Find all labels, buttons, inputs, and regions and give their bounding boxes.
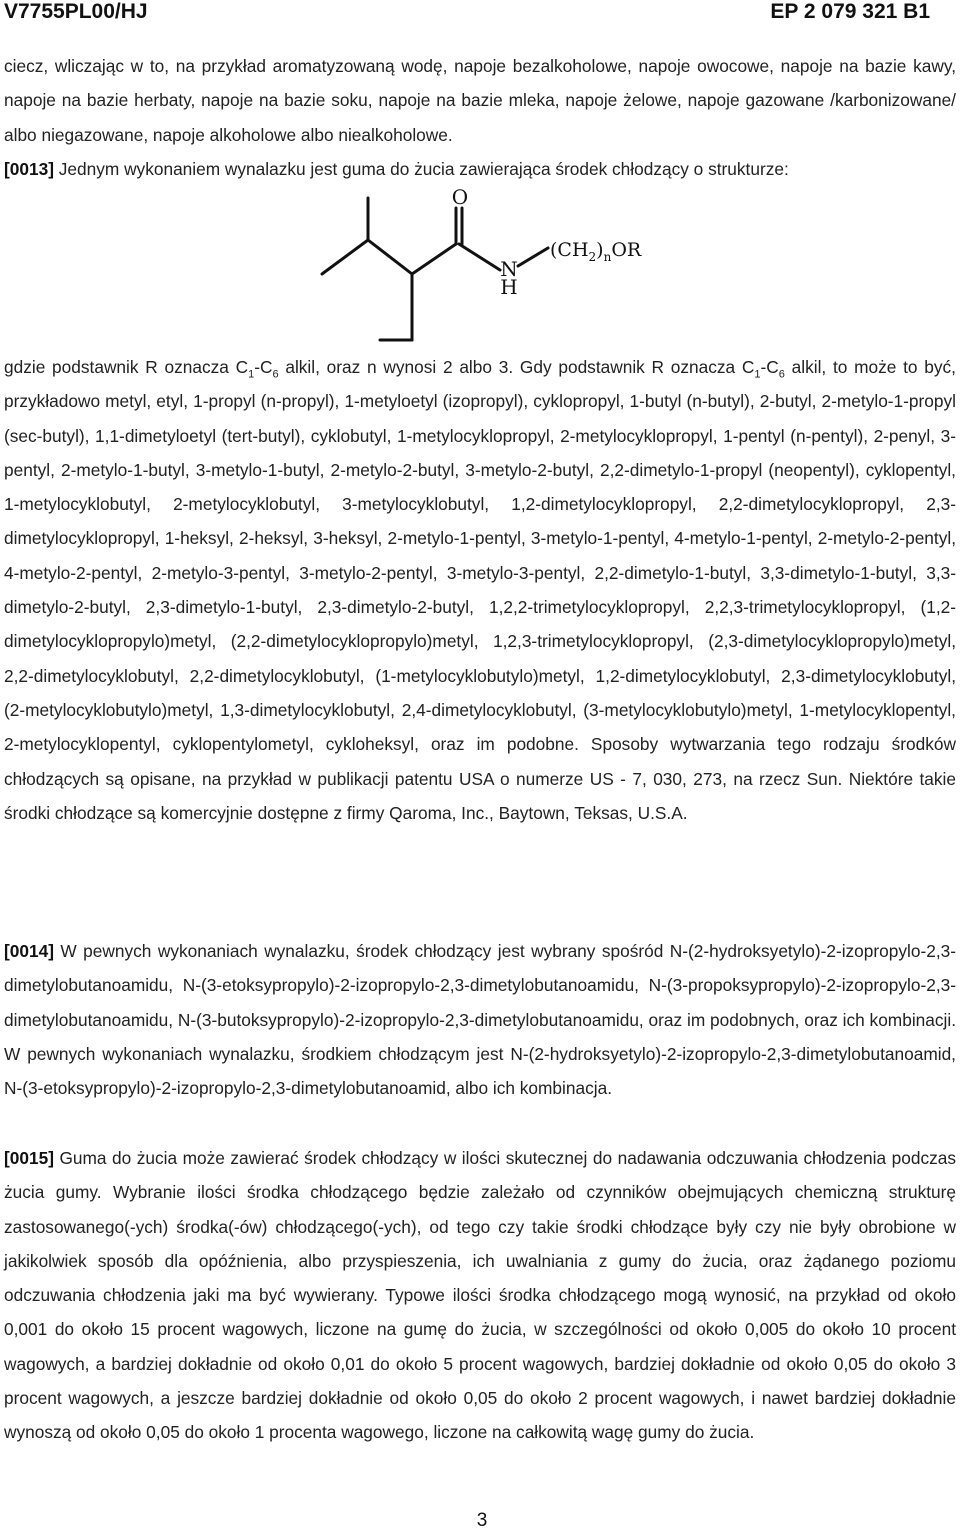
chemical-structure [310,188,650,346]
paragraph-0014 [4,934,956,1105]
paragraph-number: [0015] [4,1148,54,1168]
oxygen-label: O [451,188,469,209]
paragraph-0013 [4,152,956,186]
hydrogen-label: H [500,275,518,299]
bond-line [322,240,368,274]
patent-number: EP 2 079 321 B1 [770,0,930,23]
paragraph-text: Jednym wykonaniem wynalazku jest guma do żucia zawierająca środek chłodzący o strukturze: [53,159,789,179]
paragraph-text: W pewnych wykonaniach wynalazku, środek chłodzący jest wybrany spośród N-(2-hydroksyetylo)-2-izopropylo-2,3-dimetylobutanoamidu, N-(3-etoksypropylo)-2-izopropylo-2,3-dimetylobutanoamidu, N-(3-propoksypropylo)-2-izopropylo-2,3-dimetylobutanoamidu, N-(3-butoksypropylo)-2-izopropylo-2,3-dimetylobutanoamidu, oraz im podobnych, oraz ich kombinacji. W pewnych wykonaniach wynalazku, środkiem chłodzącym jest N-(2-hydroksyetylo)-2-izopropylo-2,3-dimetylobutanoamid, N-(3-etoksypropylo)-2-izopropylo-2,3-dimetylobutanoamid, albo ich kombinacja. [4,941,956,1099]
bond-line [459,244,500,270]
bond-line [368,240,412,274]
paragraph-number: [0014] [4,941,54,961]
paragraph-number: [0013] [4,159,54,179]
paragraph-continuation [4,49,956,152]
nitrogen-label: N [500,257,518,281]
paragraph-substituents: gdzie podstawnik R oznacza $C_1-C_6$ alkil, oraz n wynosi 2 albo 3. Gdy podstawnik R oznacza $C_1-C_6$ alkil, to może to być, przykładowo metyl, etyl, 1-propyl (n-propyl), 1-metyloetyl (izopropyl), cyklopropyl, 1-butyl (n-butyl), 2-butyl, 2-metylo-1-propyl (sec-butyl), 1,1-dimetyloetyl (tert-butyl), cyklobutyl, 1-metylocyklopropyl, 2-metylocyklopropyl, 1-pentyl (n-pentyl), 2-penyl, 3-pentyl, 2-metylo-1-butyl, 3-metylo-1-butyl, 2-metylo-2-butyl, 3-metylo-2-butyl, 2,2-dimetylo-1-propyl (neopentyl), cyklopentyl, 1-metylocyklobutyl, 2-metylocyklobutyl, 3-metylocyklobutyl, 1,2-dimetylocyklopropyl, 2,2-dimetylocyklopropyl, 2,3-dimetylocyklopropyl, 1-heksyl, 2-heksyl, 3-heksyl, 2-metylo-1-pentyl, 3-metylo-1-pentyl, 4-metylo-1-pentyl, 2-metylo-2-pentyl, 4-metylo-2-pentyl, 2-metylo-3-pentyl, 3-metylo-2-pentyl, 3-metylo-3-pentyl, 2,2-dimetylo-1-butyl, 3,3-dimetylo-1-butyl, 3,3-dimetylo-2-butyl, 2,3-dimetylo-1-butyl, 2,3-dimetylo-2-butyl, 1,2,2-trimetylocyklopropyl, 2,2,3-trimetylocyklopropyl, (1,2-dimetylocyklopropylo)metyl, (2,2-dimetylocyklopropylo)metyl, 1,2,3-trimetylocyklopropyl, (2,3-dimetylocyklopropylo)metyl, 2,2-dimetylocyklobutyl, 2,2-dimetylocyklobutyl, (1-metylocyklobutylo)metyl, 1,2-dimetylocyklobutyl, 2,3-dimetylocyklobutyl, (2-metylocyklobutylo)metyl, 1,3-dimetylocyklobutyl, 2,4-dimetylocyklobutyl, (3-metylocyklobutylo)metyl, 1-metylocyklopentyl, 2-metylocyklopentyl, cyklopentylometyl, cykloheksyl, oraz im podobne. Sposoby wytwarzania tego rodzaju środków chłodzących są opisane, na przykład w publikacji patentu USA o numerze US - 7, 030, 273, na rzecz Sun. Niektóre takie środki chłodzące są komercyjnie dostępne z firmy Qaroma, Inc., Baytown, Teksas, U.S.A. [4,357,956,823]
paragraph-text: ciecz, wliczając w to, na przykład aromatyzowaną wodę, napoje bezalkoholowe, napoje owocowe, napoje na bazie kawy, napoje na bazie herbaty, napoje na bazie soku, napoje na bazie mleka, napoje żelowe, napoje gazowane /karbonizowane/ albo niegazowane, napoje alkoholowe albo niealkoholowe. [4,56,956,145]
paragraph-0015 [4,1141,956,1450]
page-number: 3 [476,1510,488,1531]
document-id: V7755PL00/HJ [4,0,148,23]
paragraph-text: Guma do żucia może zawierać środek chłodzący w ilości skutecznej do nadawania odczuwania chłodzenia podczas żucia gumy. Wybranie ilości środka chłodzącego będzie zależało od czynników obejmujących chemiczną strukturę zastosowanego(-ych) środka(-ów) chłodzącego(-ych), od tego czy takie środki chłodzące były czy nie były obrobione w jakikolwiek sposób dla opóźnienia, albo przyspieszenia, ich uwalniania z gumy do żucia, oraz żądanego poziomu odczuwania chłodzenia jaki ma być wywierany. Typowe ilości środka chłodzącego mogą wynosić, na przykład od około 0,001 do około 15 procent wagowych, liczone na gumę do żucia, w szczególności od około 0,005 do około 10 procent wagowych, a bardziej dokładnie od około 0,01 do około 5 procent wagowych, bardziej dokładnie od około 0,05 do około 3 procent wagowych, a jeszcze bardziej dokładnie od około 0,05 do około 2 procent wagowych, i nawet bardziej dokładnie wynoszą od około 0,05 do około 1 procenta wagowego, liczone na całkowitą wagę gumy do żucia. [4,1148,956,1443]
bond-line [518,248,548,266]
bond-line [412,244,456,274]
chain-label: $(CH_2)_nOR$ [550,239,642,264]
